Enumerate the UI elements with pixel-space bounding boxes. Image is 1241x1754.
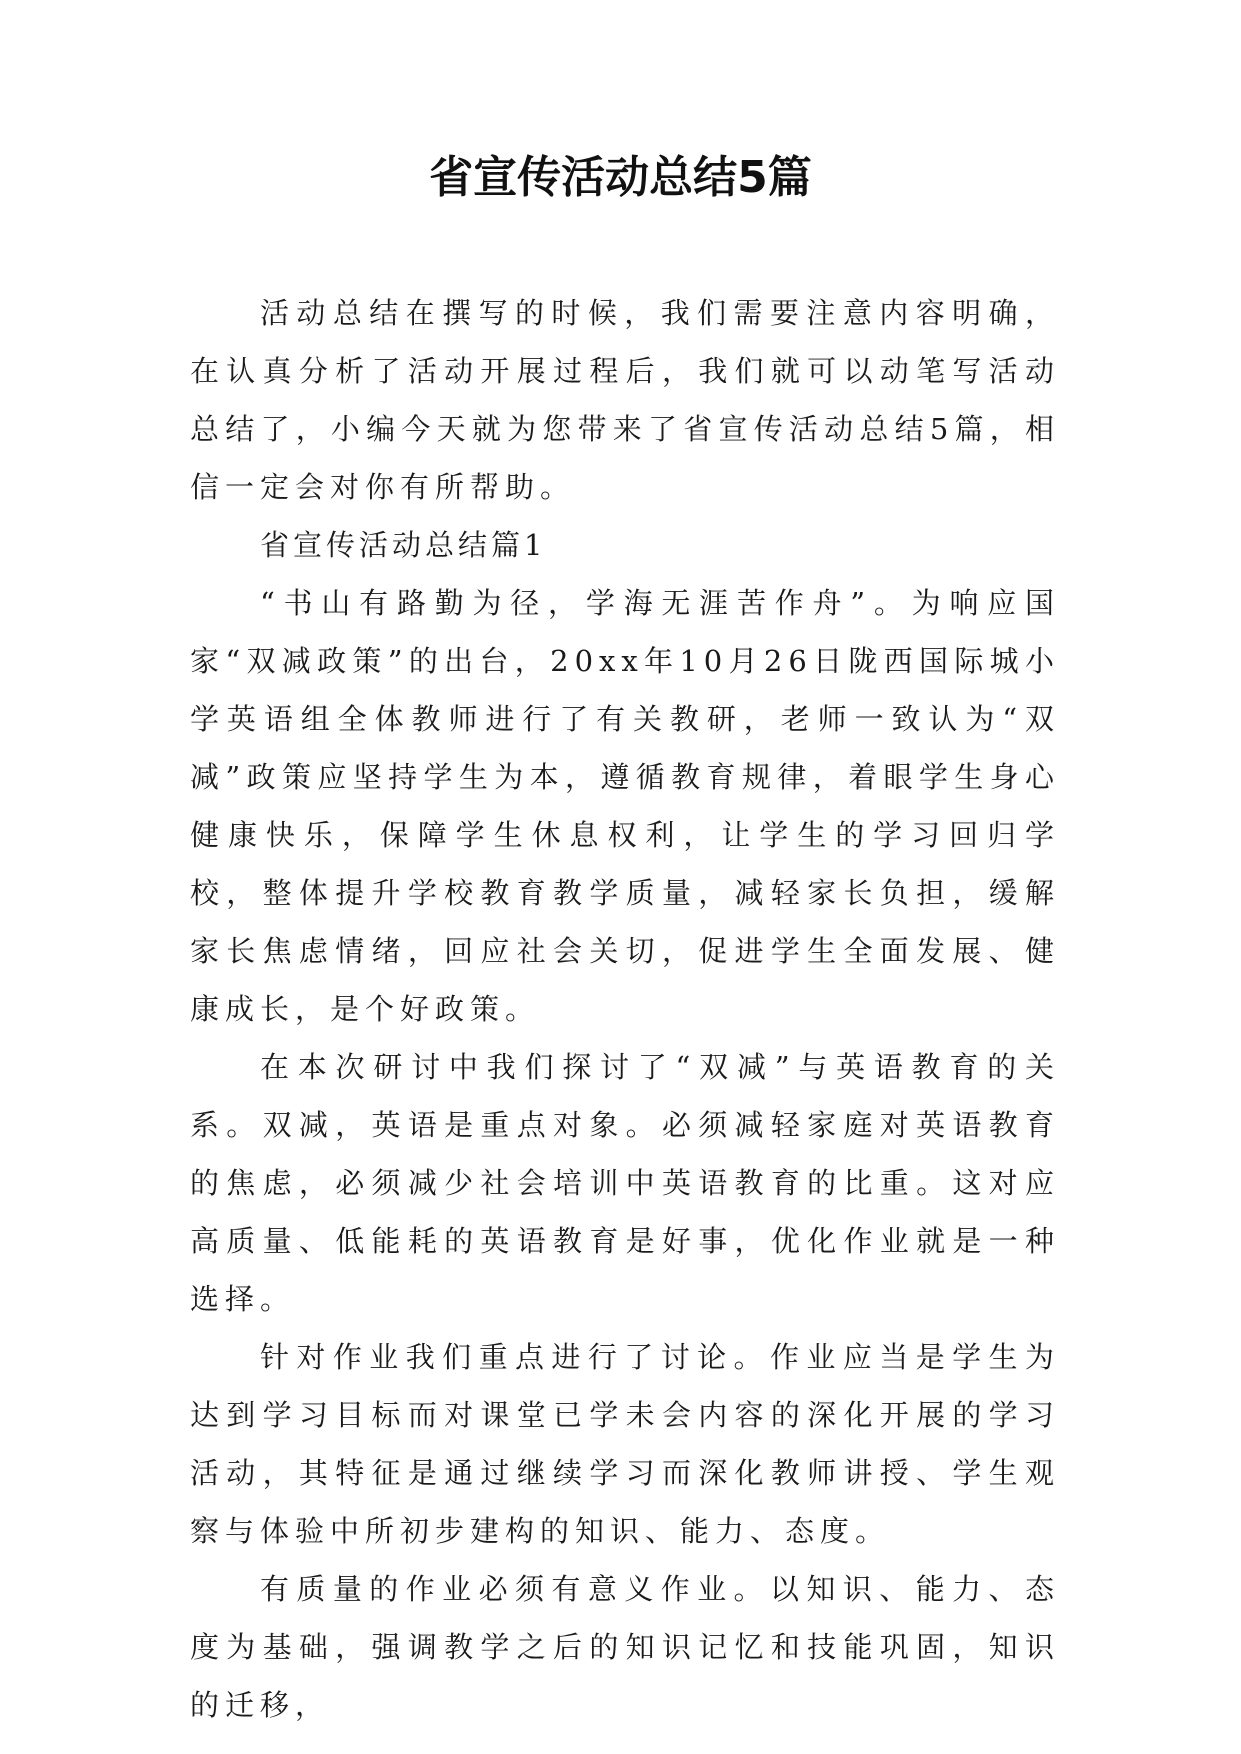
document-body: [190, 284, 1060, 1734]
document-title: 省宣传活动总结5篇: [429, 152, 812, 203]
body-paragraph: 有质量的作业必须有意义作业。以知识、能力、态度为基础，强调教学之后的知识记忆和技能巩固，知识的迁移，: [190, 1572, 1060, 1722]
section-heading-1: 省宣传活动总结篇1: [260, 528, 547, 562]
body-paragraph: 针对作业我们重点进行了讨论。作业应当是学生为达到学习目标而对课堂已学未会内容的深化开展的学习活动，其特征是通过继续学习而深化教师讲授、学生观察与体验中所初步建构的知识、能力、态度。: [190, 1340, 1060, 1548]
body-paragraph: “书山有路勤为径，学海无涯苦作舟”。为响应国家“双减政策”的出台，20xx年10月26日陇西国际城小学英语组全体教师进行了有关教研，老师一致认为“双减”政策应坚持学生为本，遵循教育规律，着眼学生身心健康快乐，保障学生休息权利，让学生的学习回归学校，整体提升学校教育教学质量，减轻家长负担，缓解家长焦虑情绪，回应社会关切，促进学生全面发展、健康成长，是个好政策。: [190, 586, 1060, 1026]
intro-paragraph: 活动总结在撰写的时候，我们需要注意内容明确，在认真分析了活动开展过程后，我们就可以动笔写活动总结了，小编今天就为您带来了省宣传活动总结5篇，相信一定会对你有所帮助。: [190, 296, 1060, 504]
body-paragraph: 在本次研讨中我们探讨了“双减”与英语教育的关系。双减，英语是重点对象。必须减轻家庭对英语教育的焦虑，必须减少社会培训中英语教育的比重。这对应高质量、低能耗的英语教育是好事，优化作业就是一种选择。: [190, 1050, 1060, 1316]
